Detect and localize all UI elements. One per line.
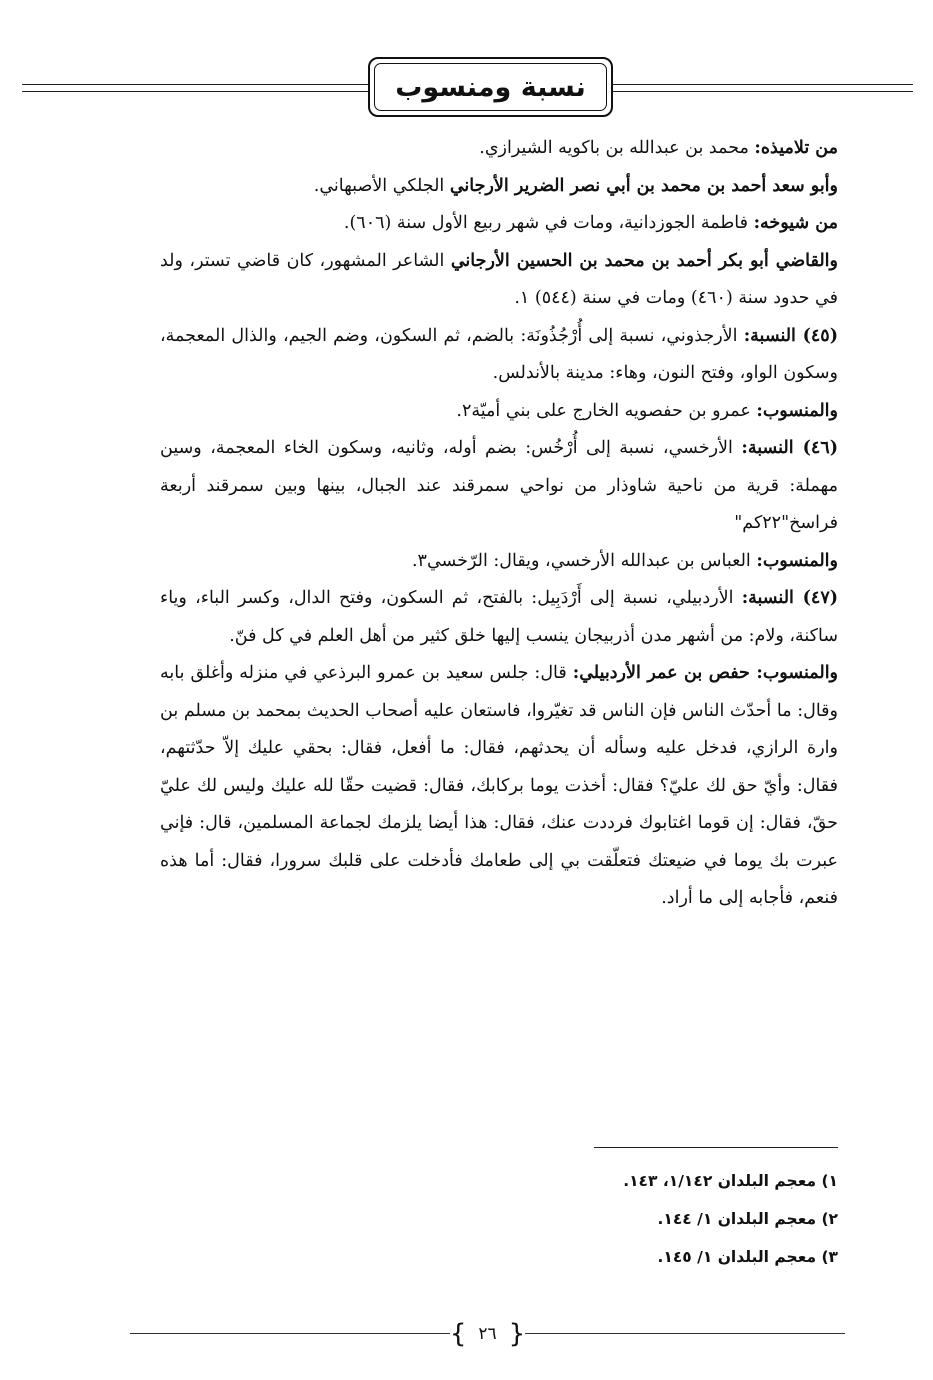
label-nisba-46: النسبة: xyxy=(741,438,794,458)
text-nisba-45: الأرجذوني، نسبة إلى أُرْجُذُونَة: بالضم، ثم السكون، وضم الجيم، والذال المعجمة، وسكون الواو، وفتح النون، وهاء: مدينة بالأندلس. xyxy=(160,325,838,383)
footnotes xyxy=(160,1162,838,1276)
text-abu-saad: الجلكي الأصبهاني. xyxy=(313,175,450,196)
paragraph-mansub-47 xyxy=(160,655,838,918)
paragraph-mansub-45 xyxy=(160,393,838,431)
text-mansub-46: العباس بن عبدالله الأرخسي، ويقال: الرّخسي٣. xyxy=(411,550,757,571)
number-46: (٤٦) xyxy=(793,438,838,458)
footnote-3: ٣) معجم البلدان ١/ ١٤٥. xyxy=(657,1248,838,1266)
header-rule-left-bottom xyxy=(22,91,368,92)
name-qadi: أحمد بن محمد بن الحسين الأرجاني xyxy=(450,250,712,271)
text-mansub-47: قال: جلس سعيد بن عمرو البرذعي في منزله وأغلق بابه وقال: ما أحدّث الناس فإن الناس قد تغيّروا، فاستعان عليه أصحاب الحديث بمحمد بن مسلم بن وارة الرازي، فدخل عليه وسأله أن يحدثهم، فقال: ما أفعل، فقال: بحقي عليك إلاّ حدّثتهم، فقال: وأيّ حق لك عليّ؟ فقال: أخذت يوما بركابك، فقال: قضيت حقّا لله عليك وليس لك عليّ حقّ، فقال: إن قوما اغتابوك فرددت عنك، فقال: هذا أيضا يلزمك لجماعة المسلمين، قال: فإني عبرت بك يوما في ضيعتك فتعلّقت بي إلى طعامك فأدخلت على قلبك سرورا، فقال: أما هذه فنعم، فأجابه إلى ما أراد. xyxy=(160,663,838,908)
paragraph-mansub-46 xyxy=(160,543,838,581)
footnote-2: ٢) معجم البلدان ١/ ١٤٤. xyxy=(657,1210,838,1228)
label-teachers: من شيوخه: xyxy=(753,213,838,233)
footnote-separator xyxy=(594,1147,838,1148)
footer-rule-right xyxy=(525,1333,845,1334)
right-brace-icon: } xyxy=(508,1319,526,1349)
paragraph-nisba-45 xyxy=(160,318,838,393)
page-header-title: نسبة ومنسوب xyxy=(395,71,586,103)
footer-rule-left xyxy=(130,1333,450,1334)
page-number: ٢٦ xyxy=(478,1324,497,1344)
paragraph-nisba-46 xyxy=(160,430,838,543)
label-nisba-45: النسبة: xyxy=(743,325,796,346)
text-qadi: الشاعر المشهور، كان قاضي تستر، ولد في حدود سنة (٤٦٠) ومات في سنة (٥٤٤) ١. xyxy=(160,250,838,308)
header-rule-right-top xyxy=(613,84,913,85)
label-students: من تلاميذه: xyxy=(754,138,838,158)
number-45: (٤٥) xyxy=(795,325,838,346)
text-teachers: فاطمة الجوزدانية، ومات في شهر ربيع الأول سنة (٦٠٦). xyxy=(343,213,754,233)
lead-qadi: والقاضي أبو بكر xyxy=(711,250,838,271)
label-mansub-47: والمنسوب: حفص بن عمر الأردبيلي: xyxy=(572,663,839,683)
paragraph-abu-saad xyxy=(160,168,838,206)
text-mansub-45: عمرو بن حفصويه الخارج على بني أميّة٢. xyxy=(456,400,757,421)
header-rule-right-bottom xyxy=(613,91,913,92)
number-47: (٤٧) xyxy=(793,588,839,608)
page-number-box xyxy=(450,1316,525,1352)
footnote-1: ١) معجم البلدان ١/١٤٢، ١٤٣. xyxy=(623,1172,838,1190)
left-brace-icon: { xyxy=(449,1319,467,1349)
text-students: محمد بن عبدالله بن باكويه الشيرازي. xyxy=(479,138,755,158)
header-rule-left-top xyxy=(22,84,368,85)
label-mansub-45: والمنسوب: xyxy=(756,400,838,421)
lead-abu-saad: وأبو سعد xyxy=(766,175,838,196)
paragraph-teachers xyxy=(160,205,838,243)
main-text xyxy=(160,130,838,918)
label-mansub-46: والمنسوب: xyxy=(756,550,838,571)
label-nisba-47: النسبة: xyxy=(741,588,794,608)
name-abu-saad: أحمد بن محمد بن أبي نصر الضرير الأرجاني xyxy=(449,175,767,196)
text-nisba-47: الأردبيلي، نسبة إلى أَرْدَبِيل: بالفتح، ثم السكون، وفتح الدال، وكسر الباء، وياء ساكنة، ولام: من أشهر مدن أذربيجان ينسب إليها خلق كثير من أهل العلم في كل فنّ. xyxy=(160,588,838,646)
text-nisba-46: الأرخسي، نسبة إلى أُرْخُس: بضم أوله، وثانيه، وسكون الخاء المعجمة، وسين مهملة: قرية من ناحية شاوذار من نواحي سمرقند عند الجبال، بينها وبين سمرقند أربعة فراسخ"٢٢كم" xyxy=(160,438,838,533)
header-title-frame xyxy=(368,57,613,117)
header-title-inner-frame xyxy=(374,63,607,111)
paragraph-students xyxy=(160,130,838,168)
paragraph-nisba-47 xyxy=(160,580,838,655)
paragraph-qadi xyxy=(160,243,838,318)
